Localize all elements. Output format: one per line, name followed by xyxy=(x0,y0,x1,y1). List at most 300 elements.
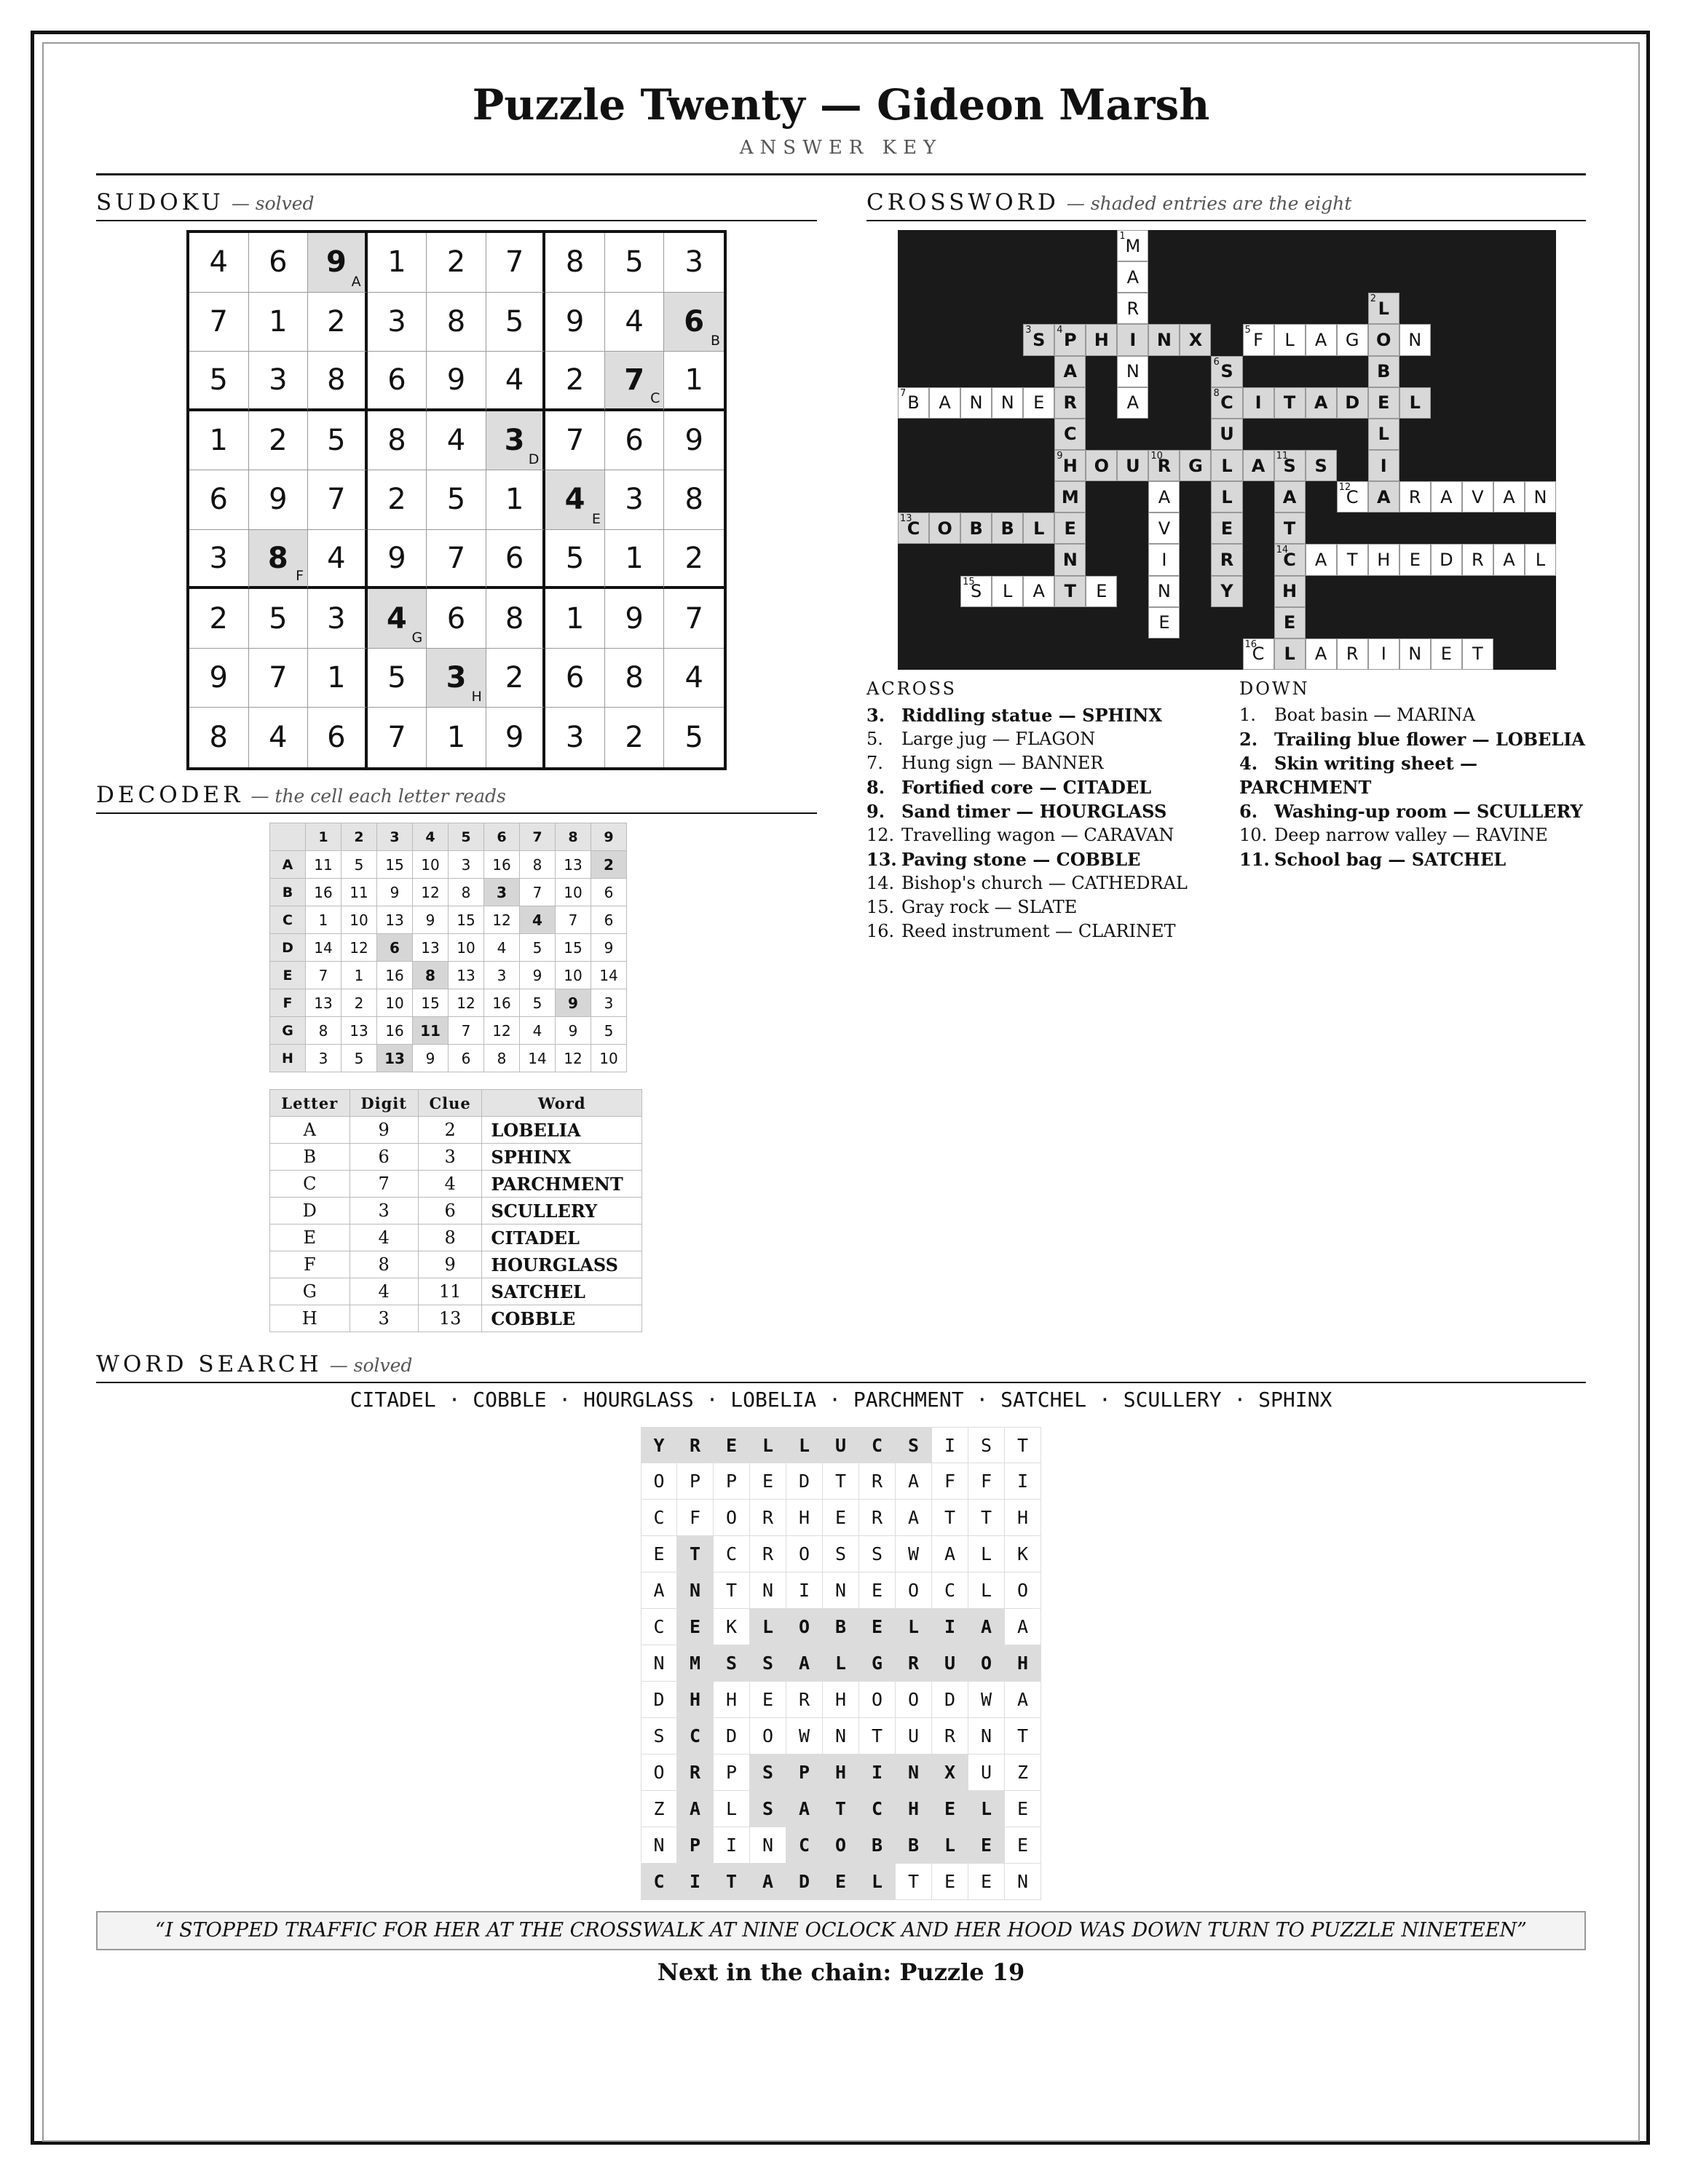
crossword-letter: N xyxy=(1533,486,1547,507)
sudoku-digit: 5 xyxy=(327,423,346,457)
sudoku-cell xyxy=(664,530,724,590)
sudoku-cell xyxy=(486,530,546,590)
down-heading: DOWN xyxy=(1239,678,1310,699)
wordsearch-cell: C xyxy=(859,1427,896,1463)
wordsearch-cell: A xyxy=(641,1572,677,1609)
crossword-letter: S xyxy=(1314,455,1327,476)
sudoku-cell xyxy=(249,293,309,352)
sudoku-digit: 4 xyxy=(446,423,466,457)
decoder-table-row xyxy=(270,1117,642,1144)
crossword-letter: T xyxy=(1283,392,1296,414)
decoder-col-header: 2 xyxy=(341,823,377,851)
crossword-clue-text: Gray rock — SLATE xyxy=(901,897,1078,917)
sudoku-digit: 2 xyxy=(684,541,703,575)
wordsearch-cell: P xyxy=(786,1754,823,1791)
crossword-clue xyxy=(866,775,1188,799)
sudoku-digit: 9 xyxy=(209,661,228,695)
crossword-letter: M xyxy=(1061,486,1079,507)
crossword-cell xyxy=(1211,419,1242,450)
crossword-cell xyxy=(992,576,1023,607)
sudoku-letter-tag: B xyxy=(710,333,720,349)
crossword-heading-note: — shaded entries are the eight xyxy=(1066,193,1352,214)
decoder-cell: 16 xyxy=(377,1017,413,1045)
sudoku-digit: 1 xyxy=(387,245,406,280)
crossword-clue xyxy=(866,727,1188,751)
sudoku-cell xyxy=(605,589,665,649)
sudoku-digit: 5 xyxy=(269,601,288,636)
wordsearch-cell: E xyxy=(823,1864,859,1900)
sudoku-cell xyxy=(605,233,665,293)
sudoku-cell xyxy=(249,411,309,471)
sudoku-cell xyxy=(664,293,724,352)
crossword-letter: A xyxy=(1314,549,1327,570)
crossword-cell xyxy=(1306,387,1337,419)
decoder-cell: 10 xyxy=(556,879,591,906)
crossword-clue-number: 13 xyxy=(900,513,912,525)
decoder-col-header: 6 xyxy=(484,823,520,851)
sudoku-cell xyxy=(605,530,665,590)
crossword-cell xyxy=(1054,419,1086,450)
wordsearch-cell: F xyxy=(968,1463,1005,1500)
decoder-cell: 14 xyxy=(520,1045,556,1072)
sudoku-cell xyxy=(664,352,724,411)
wordsearch-cell: E xyxy=(750,1682,786,1718)
sudoku-digit: 8 xyxy=(565,245,585,280)
crossword-clue xyxy=(1239,823,1589,847)
crossword-cell xyxy=(1023,387,1054,419)
crossword-cell xyxy=(1274,607,1306,638)
wordsearch-cell: D xyxy=(786,1463,823,1500)
wordsearch-cell: S xyxy=(750,1754,786,1791)
wordsearch-cell: H xyxy=(896,1791,932,1827)
wordsearch-cell: B xyxy=(859,1827,896,1864)
crossword-cell xyxy=(1274,324,1306,355)
sudoku-digit: 6 xyxy=(625,423,644,457)
wordsearch-cell: S xyxy=(750,1791,786,1827)
wordsearch-cell: H xyxy=(714,1682,750,1718)
crossword-letter: B xyxy=(1000,518,1014,539)
decoder-cell: 5 xyxy=(520,934,556,962)
wordsearch-cell: O xyxy=(750,1718,786,1754)
crossword-clue xyxy=(866,823,1188,847)
crossword-cell xyxy=(1211,450,1242,481)
crossword-cell xyxy=(1243,387,1274,419)
sudoku-digit: 1 xyxy=(565,601,585,636)
crossword-clue xyxy=(1239,799,1589,823)
crossword-cell xyxy=(1337,387,1368,419)
sudoku-digit: 6 xyxy=(565,661,585,695)
sudoku-cell xyxy=(664,470,724,530)
crossword-letter: A xyxy=(1158,486,1171,507)
sudoku-digit: 9 xyxy=(325,245,347,280)
decoder-cell: 6 xyxy=(377,934,413,962)
wordsearch-cell: U xyxy=(896,1718,932,1754)
wordsearch-cell: E xyxy=(968,1827,1005,1864)
crossword-clue-text: Hung sign — BANNER xyxy=(901,753,1104,773)
wordsearch-cell: P xyxy=(677,1463,714,1500)
wordsearch-cell: S xyxy=(750,1645,786,1682)
crossword-clue-num: 4. xyxy=(1239,753,1258,774)
decoder-cell: 12 xyxy=(556,1045,591,1072)
decoder-cell: 5 xyxy=(591,1017,627,1045)
crossword-letter: B xyxy=(969,518,983,539)
decoder-cell: 5 xyxy=(341,1045,377,1072)
decoder-corner xyxy=(270,823,306,851)
crossword-cell xyxy=(1368,481,1399,513)
decoder-cell: 16 xyxy=(377,962,413,989)
crossword-clue-text: Bishop's church — CATHEDRAL xyxy=(901,873,1188,893)
crossword-clue-number: 1 xyxy=(1119,231,1126,242)
crossword-cell xyxy=(1399,638,1431,670)
crossword-letter: A xyxy=(1503,549,1515,570)
decoder-col-header: 8 xyxy=(556,823,591,851)
decoder-table-cell: 7 xyxy=(350,1171,418,1198)
decoder-row xyxy=(270,906,627,934)
wordsearch-cell: A xyxy=(1005,1682,1041,1718)
decoder-grid xyxy=(269,823,627,1072)
decoder-cell: 7 xyxy=(556,906,591,934)
decoder-cell: 14 xyxy=(591,962,627,989)
crossword-cell xyxy=(1086,324,1117,355)
decoder-table-row xyxy=(270,1144,642,1171)
decoder-row xyxy=(270,1017,627,1045)
decoder-table-cell: 3 xyxy=(350,1305,418,1332)
wordsearch-cell: O xyxy=(641,1754,677,1791)
wordsearch-cell: T xyxy=(968,1500,1005,1536)
crossword-letter: N xyxy=(1157,581,1171,602)
sudoku-cell xyxy=(486,589,546,649)
wordsearch-cell: Z xyxy=(641,1791,677,1827)
wordsearch-cell: T xyxy=(823,1791,859,1827)
crossword-clue-text: Skin writing sheet — PARCHMENT xyxy=(1239,753,1478,798)
crossword-cell xyxy=(1117,356,1148,387)
crossword-cell xyxy=(1023,513,1054,544)
decoder-heading-note: — the cell each letter reads xyxy=(250,786,506,807)
decoder-cell: 6 xyxy=(449,1045,484,1072)
sudoku-digit: 7 xyxy=(327,483,346,517)
decoder-table-row xyxy=(270,1305,642,1332)
crossword-letter: A xyxy=(1063,361,1078,382)
crossword-letter: T xyxy=(1283,518,1296,539)
wordsearch-cell: W xyxy=(786,1718,823,1754)
crossword-cell xyxy=(1274,481,1306,513)
crossword-letter: I xyxy=(1255,392,1262,414)
crossword-cell xyxy=(1399,387,1431,419)
crossword-heading-label: CROSSWORD xyxy=(866,189,1059,215)
wordsearch-cell: L xyxy=(750,1609,786,1645)
decoder-table-cell: SPHINX xyxy=(482,1144,642,1171)
sudoku-cell xyxy=(189,411,249,471)
sudoku-digit: 1 xyxy=(505,483,524,517)
wordsearch-cell: N xyxy=(750,1827,786,1864)
crossword-cell xyxy=(1086,450,1117,481)
sudoku-cell xyxy=(308,352,368,411)
crossword-letter: S xyxy=(1283,455,1296,476)
sudoku-cell xyxy=(664,411,724,471)
crossword-clue-text: Travelling wagon — CARAVAN xyxy=(901,825,1174,845)
crossword-cell xyxy=(1117,450,1148,481)
wordsearch-cell: A xyxy=(750,1864,786,1900)
crossword-cell xyxy=(1054,513,1086,544)
down-clue-list xyxy=(1239,703,1589,871)
wordsearch-cell: H xyxy=(1005,1645,1041,1682)
decoder-table-cell: 4 xyxy=(350,1224,418,1251)
wordsearch-cell: F xyxy=(932,1463,968,1500)
crossword-cell xyxy=(1368,356,1399,387)
crossword-cell xyxy=(1368,450,1399,481)
crossword-clue-number: 11 xyxy=(1276,451,1289,462)
sudoku-cell xyxy=(189,589,249,649)
crossword-clue-num: 13. xyxy=(866,849,897,870)
decoder-col-header: 5 xyxy=(449,823,484,851)
decoder-cell: 15 xyxy=(413,989,449,1017)
crossword-letter: H xyxy=(1282,581,1298,602)
decoder-cell: 3 xyxy=(484,962,520,989)
next-puzzle-note: Next in the chain: Puzzle 19 xyxy=(657,1958,1025,1986)
decoder-table-cell: G xyxy=(270,1278,350,1305)
sudoku-cell xyxy=(545,411,605,471)
crossword-cell xyxy=(1023,576,1054,607)
sudoku-digit: 2 xyxy=(327,304,346,339)
wordsearch-grid xyxy=(641,1427,1041,1900)
sudoku-digit: 1 xyxy=(327,661,346,695)
crossword-cell xyxy=(1243,324,1274,355)
crossword-cell xyxy=(1274,638,1306,670)
decoder-table-cell: 13 xyxy=(418,1305,482,1332)
decoder-cell: 10 xyxy=(591,1045,627,1072)
sudoku-digit: 1 xyxy=(625,541,644,575)
decoder-cell: 7 xyxy=(449,1017,484,1045)
crossword-clue-number: 5 xyxy=(1244,325,1251,336)
crossword-letter: N xyxy=(1000,392,1014,414)
sudoku-digit: 8 xyxy=(684,483,703,517)
decoder-header-row xyxy=(270,823,627,851)
crossword-clue-number: 7 xyxy=(900,387,907,399)
sudoku-cell xyxy=(189,470,249,530)
wordsearch-cell: O xyxy=(786,1609,823,1645)
sudoku-cell xyxy=(368,411,427,471)
decoder-cell: 12 xyxy=(449,989,484,1017)
crossword-cell xyxy=(1431,544,1462,575)
sudoku-letter-tag: C xyxy=(650,389,660,406)
sudoku-cell xyxy=(189,293,249,352)
crossword-letter: E xyxy=(1220,518,1233,539)
wordsearch-cell: E xyxy=(714,1427,750,1463)
sudoku-cell xyxy=(189,708,249,767)
sudoku-digit: 5 xyxy=(565,541,585,575)
sudoku-digit: 1 xyxy=(209,423,228,457)
decoder-row xyxy=(270,851,627,879)
sudoku-cell xyxy=(189,530,249,590)
sudoku-digit: 5 xyxy=(505,304,524,339)
sudoku-digit: 9 xyxy=(625,601,644,636)
sudoku-cell xyxy=(664,589,724,649)
crossword-clue-text: Sand timer — HOURGLASS xyxy=(901,801,1167,822)
sudoku-cell xyxy=(308,411,368,471)
crossword-letter: U xyxy=(1220,424,1234,445)
crossword-letter: C xyxy=(1063,424,1077,445)
crossword-cell xyxy=(929,513,960,544)
sudoku-digit: 3 xyxy=(565,721,585,755)
crossword-cell xyxy=(1148,513,1180,544)
wordsearch-cell: H xyxy=(786,1500,823,1536)
crossword-cell xyxy=(1306,638,1337,670)
sudoku-cell xyxy=(249,352,309,411)
crossword-cell xyxy=(1148,544,1180,575)
wordsearch-cell: B xyxy=(823,1609,859,1645)
sudoku-digit: 7 xyxy=(624,363,645,397)
decoder-table-cell: 11 xyxy=(418,1278,482,1305)
sudoku-cell xyxy=(308,293,368,352)
decoder-cell: 15 xyxy=(449,906,484,934)
crossword-clue-number: 6 xyxy=(1213,356,1220,368)
crossword-cell xyxy=(1117,230,1148,261)
sudoku-cell xyxy=(308,470,368,530)
crossword-letter: E xyxy=(1440,644,1452,665)
decoder-cell: 3 xyxy=(449,851,484,879)
wordsearch-cell: W xyxy=(896,1536,932,1572)
wordsearch-cell: A xyxy=(1005,1609,1041,1645)
wordsearch-cell: K xyxy=(714,1609,750,1645)
sudoku-cell xyxy=(427,293,486,352)
wordsearch-cell: O xyxy=(1005,1572,1041,1609)
sudoku-cell xyxy=(189,649,249,708)
decoder-table-cell: C xyxy=(270,1171,350,1198)
decoder-cell: 13 xyxy=(306,989,341,1017)
crossword-clue-text: Large jug — FLAGON xyxy=(901,729,1096,749)
decoder-table-cell: 2 xyxy=(418,1117,482,1144)
crossword-letter: O xyxy=(1376,329,1391,350)
crossword-cell xyxy=(1337,638,1368,670)
crossword-cell xyxy=(1054,481,1086,513)
decoder-cell: 10 xyxy=(377,989,413,1017)
crossword-clue-num: 5. xyxy=(866,729,883,749)
wordsearch-cell: T xyxy=(1005,1718,1041,1754)
crossword-letter: A xyxy=(1440,486,1453,507)
sudoku-digit: 6 xyxy=(684,304,705,339)
sudoku-digit: 6 xyxy=(209,483,228,517)
crossword-letter: G xyxy=(1345,329,1359,350)
crossword-letter: P xyxy=(1063,329,1077,350)
crossword-cell xyxy=(1148,607,1180,638)
decoder-cell: 5 xyxy=(341,851,377,879)
decoder-col-header: 9 xyxy=(591,823,627,851)
sudoku-digit: 4 xyxy=(684,661,703,695)
sudoku-digit: 7 xyxy=(269,661,288,695)
sudoku-digit: 8 xyxy=(446,304,466,339)
crossword-letter: E xyxy=(1033,392,1045,414)
decoder-cell: 9 xyxy=(556,1017,591,1045)
crossword-clue-num: 9. xyxy=(866,801,885,822)
decoder-cell: 13 xyxy=(449,962,484,989)
wordsearch-cell: L xyxy=(932,1827,968,1864)
wordsearch-cell: I xyxy=(714,1827,750,1864)
wordsearch-heading-label: WORD SEARCH xyxy=(96,1351,323,1377)
crossword-letter: M xyxy=(1125,235,1141,256)
wordsearch-cell: L xyxy=(968,1572,1005,1609)
crossword-clue-num: 2. xyxy=(1239,729,1258,750)
wordsearch-cell: Y xyxy=(641,1427,677,1463)
wordsearch-cell: I xyxy=(786,1572,823,1609)
crossword-clue-number: 16 xyxy=(1244,638,1257,650)
decoder-cell: 8 xyxy=(306,1017,341,1045)
crossword-cell xyxy=(1274,387,1306,419)
crossword-letter: B xyxy=(1377,361,1391,382)
crossword-letter: V xyxy=(1472,486,1484,507)
decoder-cell: 13 xyxy=(413,934,449,962)
crossword-cell xyxy=(1211,513,1242,544)
sudoku-digit: 8 xyxy=(209,721,228,755)
crossword-clue-number: 14 xyxy=(1276,545,1289,556)
crossword-letter: I xyxy=(1129,329,1137,350)
crossword-clue-num: 11. xyxy=(1239,849,1270,870)
crossword-letter: N xyxy=(1408,644,1422,665)
crossword-clue-number: 8 xyxy=(1213,387,1220,399)
wordsearch-cell: T xyxy=(859,1718,896,1754)
crossword-letter: C xyxy=(1220,392,1233,414)
sudoku-cell xyxy=(308,708,368,767)
crossword-clue-text: Washing-up room — SCULLERY xyxy=(1274,801,1583,822)
across-heading: ACROSS xyxy=(866,678,957,699)
sudoku-cell xyxy=(249,470,309,530)
crossword-letter: A xyxy=(1314,644,1327,665)
crossword-letter: O xyxy=(1094,455,1109,476)
sudoku-cell xyxy=(189,352,249,411)
sudoku-digit: 9 xyxy=(505,721,524,755)
wordsearch-cell: C xyxy=(786,1827,823,1864)
decoder-cell: 8 xyxy=(413,962,449,989)
decoder-table-cell: F xyxy=(270,1251,350,1278)
crossword-clue xyxy=(866,751,1188,775)
sudoku-digit: 3 xyxy=(446,661,467,695)
crossword-cell xyxy=(1054,576,1086,607)
crossword-cell xyxy=(1525,481,1556,513)
sudoku-cell xyxy=(427,233,486,293)
crossword-letter: D xyxy=(1440,549,1453,570)
decoder-col-header: 4 xyxy=(413,823,449,851)
crossword-clue-text: Paving stone — COBBLE xyxy=(901,849,1141,870)
sudoku-digit: 3 xyxy=(625,483,644,517)
wordsearch-cell: I xyxy=(677,1864,714,1900)
wordsearch-cell: C xyxy=(859,1791,896,1827)
decoder-cell: 3 xyxy=(591,989,627,1017)
wordsearch-cell: R xyxy=(932,1718,968,1754)
decoded-quote: “I STOPPED TRAFFIC FOR HER AT THE CROSSWALK AT NINE OCLOCK AND HER HOOD WAS DOWN TURN TO PUZZLE NINETEEN” xyxy=(96,1911,1586,1950)
wordsearch-cell: L xyxy=(968,1791,1005,1827)
sudoku-cell xyxy=(249,708,309,767)
wordsearch-cell: B xyxy=(896,1827,932,1864)
sudoku-cell xyxy=(427,411,486,471)
wordsearch-cell: L xyxy=(823,1645,859,1682)
crossword-cell xyxy=(1368,324,1399,355)
sudoku-digit: 9 xyxy=(446,363,466,397)
sudoku-digit: 4 xyxy=(269,721,288,755)
decoder-heading-label: DECODER xyxy=(96,782,244,808)
crossword-clue-num: 14. xyxy=(866,873,895,893)
sudoku-digit: 4 xyxy=(327,541,346,575)
decoder-table-cell: 4 xyxy=(418,1171,482,1198)
crossword-letter: U xyxy=(1126,455,1140,476)
decoder-table-row xyxy=(270,1171,642,1198)
sudoku-cell xyxy=(308,649,368,708)
crossword-cell xyxy=(1337,324,1368,355)
crossword-clue-text: Boat basin — MARINA xyxy=(1274,705,1475,725)
crossword-letter: A xyxy=(1251,455,1266,476)
wordsearch-cell: N xyxy=(641,1645,677,1682)
sudoku-digit: 3 xyxy=(269,363,288,397)
wordsearch-cell: C xyxy=(641,1609,677,1645)
crossword-clue xyxy=(1239,847,1589,871)
